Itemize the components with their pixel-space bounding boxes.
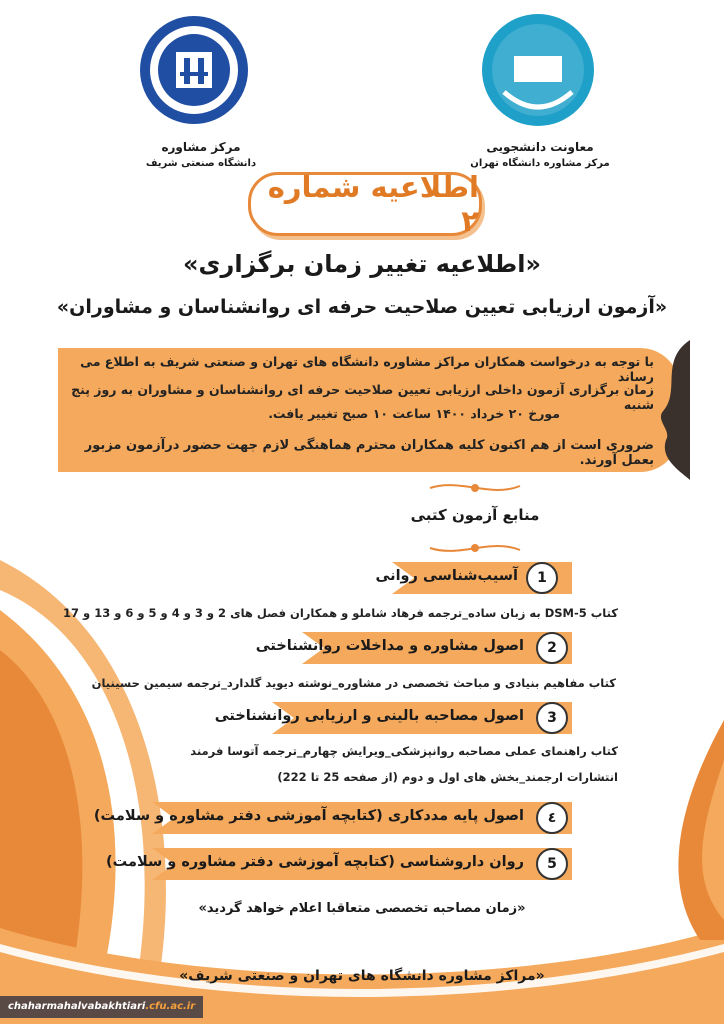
- tehran-caption: [470, 140, 610, 169]
- item-description-2: کتاب مفاهیم بنیادی و مباحث تخصصی در مشاوره_نوشته دیوید گلدارد_ترجمه سیمین حسینیان: [91, 676, 616, 690]
- footer-centers: «مراکز مشاوره دانشگاه های تهران و صنعتی شریف»: [179, 968, 545, 984]
- resources-title: منابع آزمون کتبی: [410, 506, 540, 524]
- item-description-1: کتاب DSM-5 به زبان ساده_ترجمه فرهاد شاملو و همکاران فصل های 2 و 3 و 4 و 5 و 6 و 13 و 17: [63, 606, 618, 620]
- item-description-3b: انتشارات ارجمند_بخش های اول و دوم (از صفحه 25 تا 222): [277, 770, 618, 784]
- item-description-3a: کتاب راهنمای عملی مصاحبه روانپزشکی_ویرایش چهارم_ترجمه آتوسا فرمند: [190, 744, 618, 758]
- ornament-icon: [400, 478, 550, 558]
- announcement-number-badge: اطلاعیه شماره ۲: [248, 172, 482, 236]
- notice-line-2: زمان برگزاری آزمون داخلی ارزیابی تعیین صلاحیت حرفه ای روانشناسان و مشاوران به روز پنج شنبه: [71, 382, 654, 412]
- interview-note: «زمان مصاحبه تخصصی متعاقبا اعلام خواهد گردید»: [198, 901, 526, 916]
- item-number-2: 2: [536, 632, 568, 664]
- profile-silhouette-decoration: [650, 340, 690, 480]
- tehran-university-logo: [480, 12, 596, 128]
- notice-line-1: با توجه به درخواست همکاران مراکز مشاوره دانشگاه های تهران و صنعتی شریف به اطلاع می رساند: [80, 354, 654, 384]
- item-label-4: اصول پایه مددکاری (کتابچه آموزشی دفتر مشاوره و سلامت): [93, 808, 524, 824]
- notice-line-4: ضروری است از هم اکنون کلیه همکاران محترم هماهنگی لازم جهت حضور درآزمون مزبور بعمل آورند.: [84, 438, 654, 468]
- item-number-4: ٤: [536, 802, 568, 834]
- notice-line-3: مورخ ۲۰ خرداد ۱۴۰۰ ساعت ۱۰ صبح تغییر یافت.: [268, 406, 560, 421]
- tehran-caption-line1: معاونت دانشجویی: [486, 140, 594, 154]
- sharif-university-logo: [136, 12, 252, 128]
- tehran-caption-line2: مرکز مشاوره دانشگاه تهران: [470, 158, 610, 169]
- sharif-caption: [136, 140, 266, 169]
- sharif-caption-line2: دانشگاه صنعتی شریف: [145, 158, 257, 169]
- site-main: chaharmahalvabakhtiari: [8, 1001, 146, 1012]
- item-label-3: اصول مصاحبه بالینی و ارزیابی روانشناختی: [214, 708, 524, 724]
- announcement-title: «اطلاعیه تغییر زمان برگزاری»: [183, 250, 541, 278]
- item-label-1: آسیب‌شناسی روانی: [375, 568, 518, 584]
- sharif-caption-line1: مرکز مشاوره: [161, 140, 241, 154]
- resources-heading: [400, 478, 550, 558]
- site-suffix: .cfu.ac.ir: [145, 1001, 196, 1012]
- exam-subtitle: «آزمون ارزیابی تعیین صلاحیت حرفه ای روانشناسان و مشاوران»: [56, 296, 668, 318]
- notice-box: [58, 348, 680, 472]
- item-label-2: اصول مشاوره و مداخلات روانشناختی: [255, 638, 524, 654]
- site-watermark: [0, 996, 203, 1018]
- item-label-5: روان داروشناسی (کتابچه آموزشی دفتر مشاوره و سلامت): [105, 854, 524, 870]
- item-number-5: 5: [536, 848, 568, 880]
- item-number-3: 3: [536, 702, 568, 734]
- item-number-1: 1: [526, 562, 558, 594]
